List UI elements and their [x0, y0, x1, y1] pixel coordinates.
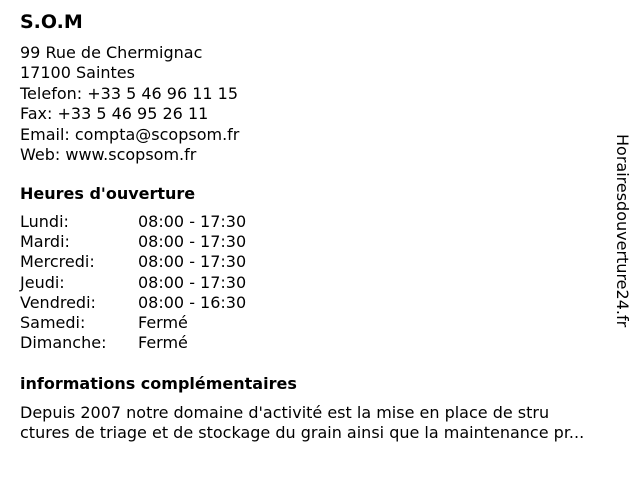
fax-number: Fax: +33 5 46 95 26 11	[20, 104, 209, 124]
additional-info-text	[20, 403, 632, 444]
hours-row-monday	[20, 212, 246, 232]
additional-info-heading: informations complémentaires	[20, 374, 297, 393]
day-label: Mercredi:	[20, 252, 95, 272]
day-label: Samedi:	[20, 313, 86, 333]
contact-block	[20, 43, 239, 165]
hours-row-friday	[20, 293, 246, 313]
address-line-city: 17100 Saintes	[20, 63, 135, 83]
day-label: Jeudi:	[20, 272, 65, 292]
time-value: 08:00 - 17:30	[138, 212, 247, 231]
hours-row-sunday	[20, 333, 246, 353]
opening-hours-heading: Heures d'ouverture	[20, 184, 196, 203]
time-value: 08:00 - 16:30	[138, 292, 247, 312]
hours-row-thursday	[20, 273, 246, 293]
time-value: Fermé	[138, 333, 188, 353]
time-value: 08:00 - 17:30	[138, 232, 247, 252]
day-label: Vendredi:	[20, 292, 96, 312]
info-line: ctures de triage et de stockage du grain ainsi que la maintenance pr...	[20, 423, 585, 443]
email-address: Email: compta@scopsom.fr	[20, 124, 240, 144]
info-line: Depuis 2007 notre domaine d'activité est la mise en place de stru	[20, 403, 550, 422]
website-url: Web: www.scopsom.fr	[20, 145, 197, 165]
day-label: Dimanche:	[20, 333, 107, 353]
time-value: 08:00 - 17:30	[138, 272, 247, 292]
hours-row-tuesday	[20, 232, 246, 252]
day-label: Mardi:	[20, 232, 70, 252]
day-label: Lundi:	[20, 212, 69, 231]
site-watermark: Horairesdouverture24.fr	[613, 134, 632, 328]
hours-row-saturday	[20, 313, 246, 333]
time-value: 08:00 - 17:30	[138, 252, 247, 272]
business-name: S.O.M	[20, 11, 83, 33]
address-line-street: 99 Rue de Chermignac	[20, 43, 203, 62]
phone-number: Telefon: +33 5 46 96 11 15	[20, 83, 239, 103]
hours-row-wednesday	[20, 252, 246, 272]
opening-hours-table	[20, 212, 246, 353]
time-value: Fermé	[138, 313, 188, 333]
